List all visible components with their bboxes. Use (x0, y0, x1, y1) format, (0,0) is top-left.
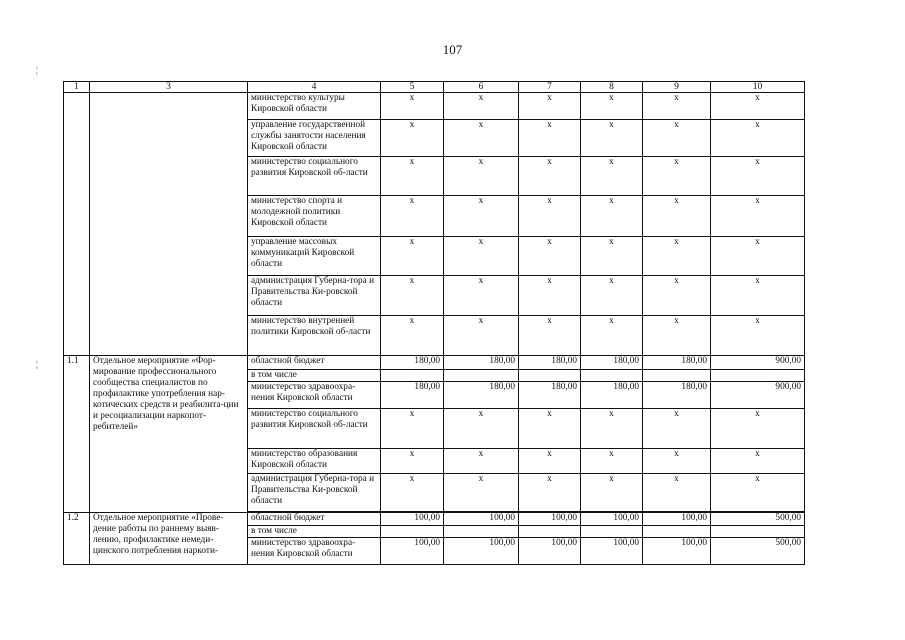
x-cell: x (581, 276, 643, 316)
x-cell: x (519, 237, 581, 276)
x-cell: x (711, 316, 805, 356)
empty-cell (711, 526, 805, 538)
x-cell: x (581, 93, 643, 120)
header-cell: 5 (381, 82, 444, 93)
executor-cell: министерство здравоохра-нения Кировской области (248, 382, 381, 409)
page-number: 107 (442, 42, 463, 57)
x-cell: x (643, 474, 711, 512)
empty-cell (444, 370, 519, 382)
executor-cell: министерство образования Кировской области (248, 449, 381, 474)
header-cell: 3 (90, 82, 248, 93)
x-cell: x (444, 120, 519, 157)
value-cell: 180,00 (444, 356, 519, 370)
x-cell: x (381, 157, 444, 196)
x-cell: x (581, 409, 643, 449)
header-cell: 4 (248, 82, 381, 93)
executor-cell: областной бюджет (248, 356, 381, 370)
value-cell: 180,00 (519, 382, 581, 409)
header-cell: 9 (643, 82, 711, 93)
table-row (64, 513, 805, 526)
value-cell: 100,00 (581, 538, 643, 565)
x-cell: x (519, 449, 581, 474)
empty-cell (519, 526, 581, 538)
value-cell: 180,00 (643, 382, 711, 409)
empty-cell (643, 526, 711, 538)
empty-cell (381, 370, 444, 382)
x-cell: x (711, 93, 805, 120)
empty-cell (581, 370, 643, 382)
table-row (64, 356, 805, 370)
header-cell: 7 (519, 82, 581, 93)
executor-cell: управление государственной службы занятости населения Кировской области (248, 120, 381, 157)
executor-cell: министерство спорта и молодежной политики Кировской области (248, 196, 381, 237)
x-cell: x (519, 276, 581, 316)
activity-cell: Отдельное мероприятие «Прове-дение работы по раннему выяв-лению, профилактике немеди-цинского потребления наркоти- (90, 513, 248, 565)
header-row (64, 82, 805, 93)
x-cell: x (711, 276, 805, 316)
empty-cell (444, 526, 519, 538)
x-cell: x (444, 474, 519, 512)
x-cell: x (711, 196, 805, 237)
x-cell: x (643, 93, 711, 120)
x-cell: x (711, 237, 805, 276)
value-cell: 100,00 (643, 538, 711, 565)
x-cell: x (381, 237, 444, 276)
value-cell: 180,00 (581, 382, 643, 409)
value-cell: 500,00 (711, 538, 805, 565)
value-cell: 100,00 (444, 538, 519, 565)
x-cell: x (444, 196, 519, 237)
row-number-cell: 1.2 (64, 513, 90, 565)
x-cell: x (519, 120, 581, 157)
activity-cell: Отдельное мероприятие «Фор-мирование профессионального сообщества специалистов по профилактике употребления нар-котических средств и реабилита-ции и ресоциализации наркопот-ребителей» (90, 356, 248, 513)
x-cell: x (381, 276, 444, 316)
x-cell: x (581, 157, 643, 196)
executor-cell: администрация Губерна-тора и Правительства Ки-ровской области (248, 474, 381, 512)
empty-cell (381, 526, 444, 538)
margin-mark: ¦ (36, 359, 38, 369)
executor-cell: управление массовых коммуникаций Кировской области (248, 237, 381, 276)
executor-cell: министерство социального развития Кировской об-ласти (248, 409, 381, 449)
x-cell: x (444, 157, 519, 196)
x-cell: x (444, 409, 519, 449)
x-cell: x (581, 449, 643, 474)
x-cell: x (519, 409, 581, 449)
header-cell: 6 (444, 82, 519, 93)
x-cell: x (581, 196, 643, 237)
x-cell: x (643, 409, 711, 449)
x-cell: x (381, 93, 444, 120)
row-number-cell (64, 93, 90, 356)
value-cell: 100,00 (381, 513, 444, 526)
executor-cell: администрация Губерна-тора и Правительства Ки-ровской области (248, 276, 381, 316)
empty-cell (519, 370, 581, 382)
x-cell: x (381, 449, 444, 474)
executor-cell: в том числе (248, 526, 381, 538)
activity-cell (90, 93, 248, 356)
value-cell: 180,00 (581, 356, 643, 370)
header-cell: 10 (711, 82, 805, 93)
empty-cell (711, 370, 805, 382)
x-cell: x (711, 409, 805, 449)
margin-mark: ¦ (36, 65, 38, 75)
x-cell: x (381, 474, 444, 512)
x-cell: x (711, 157, 805, 196)
empty-cell (643, 370, 711, 382)
executor-cell: областной бюджет (248, 513, 381, 526)
x-cell: x (444, 93, 519, 120)
header-cell: 8 (581, 82, 643, 93)
x-cell: x (643, 449, 711, 474)
x-cell: x (711, 474, 805, 512)
header-cell: 1 (64, 82, 90, 93)
x-cell: x (519, 316, 581, 356)
x-cell: x (444, 316, 519, 356)
x-cell: x (711, 120, 805, 157)
x-cell: x (381, 409, 444, 449)
x-cell: x (519, 93, 581, 120)
x-cell: x (581, 316, 643, 356)
budget-table (63, 81, 805, 565)
x-cell: x (581, 237, 643, 276)
x-cell: x (444, 449, 519, 474)
x-cell: x (581, 120, 643, 157)
value-cell: 100,00 (381, 538, 444, 565)
x-cell: x (381, 196, 444, 237)
value-cell: 100,00 (444, 513, 519, 526)
x-cell: x (519, 474, 581, 512)
executor-cell: министерство внутренней политики Кировской об-ласти (248, 316, 381, 356)
value-cell: 900,00 (711, 382, 805, 409)
x-cell: x (643, 120, 711, 157)
x-cell: x (444, 276, 519, 316)
row-number-cell: 1.1 (64, 356, 90, 513)
value-cell: 100,00 (519, 538, 581, 565)
value-cell: 180,00 (444, 382, 519, 409)
value-cell: 180,00 (381, 356, 444, 370)
value-cell: 100,00 (581, 513, 643, 526)
executor-cell: министерство культуры Кировской области (248, 93, 381, 120)
value-cell: 100,00 (643, 513, 711, 526)
x-cell: x (643, 237, 711, 276)
x-cell: x (643, 157, 711, 196)
x-cell: x (381, 120, 444, 157)
table-row (64, 93, 805, 120)
x-cell: x (381, 316, 444, 356)
executor-cell: министерство социального развития Кировской об-ласти (248, 157, 381, 196)
empty-cell (581, 526, 643, 538)
executor-cell: министерство здравоохра-нения Кировской области (248, 538, 381, 565)
x-cell: x (519, 157, 581, 196)
x-cell: x (444, 237, 519, 276)
x-cell: x (711, 449, 805, 474)
value-cell: 180,00 (519, 356, 581, 370)
x-cell: x (643, 276, 711, 316)
value-cell: 180,00 (381, 382, 444, 409)
x-cell: x (643, 316, 711, 356)
executor-cell: в том числе (248, 370, 381, 382)
value-cell: 100,00 (519, 513, 581, 526)
x-cell: x (519, 196, 581, 237)
value-cell: 180,00 (643, 356, 711, 370)
value-cell: 500,00 (711, 513, 805, 526)
x-cell: x (581, 474, 643, 512)
x-cell: x (643, 196, 711, 237)
value-cell: 900,00 (711, 356, 805, 370)
